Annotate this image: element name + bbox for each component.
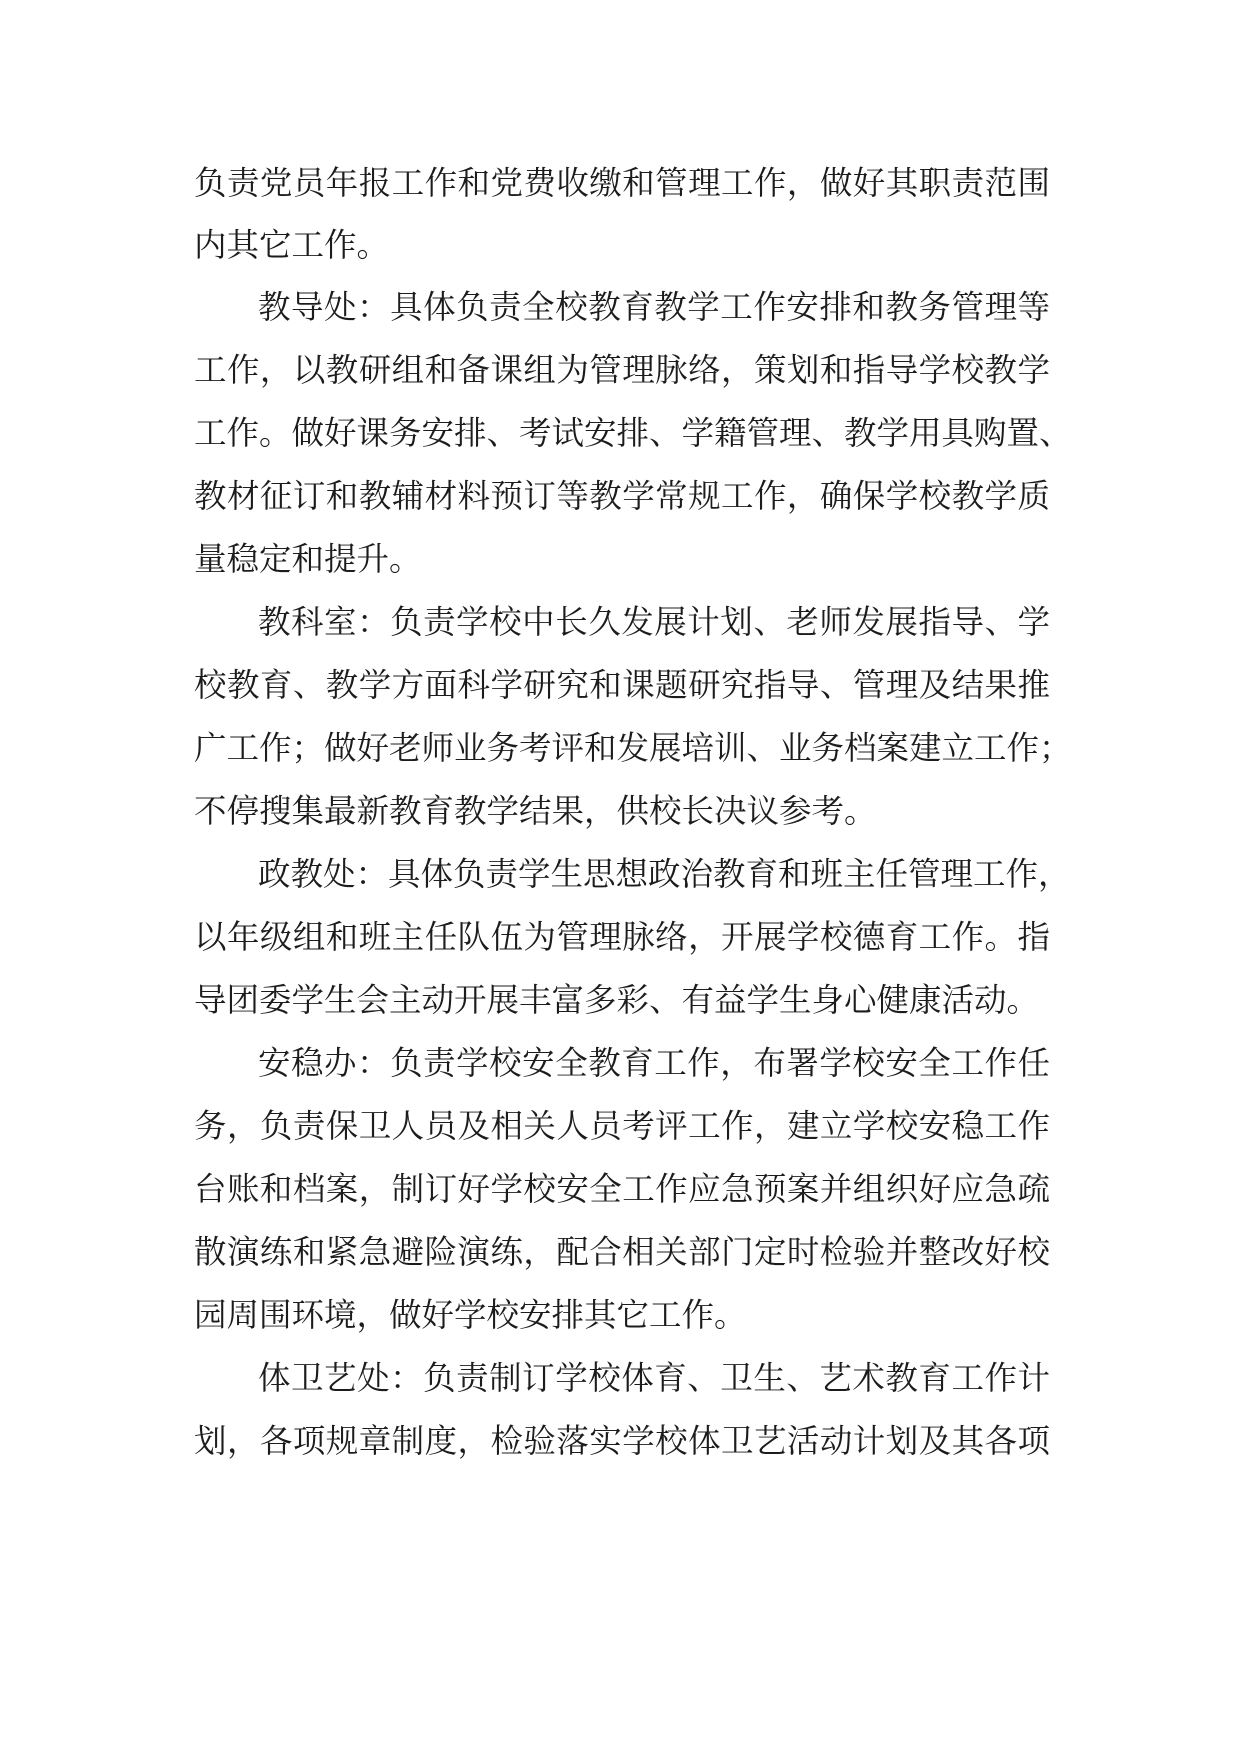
paragraph-start-line: 体卫艺处：负责制订学校体育、卫生、艺术教育工作计 bbox=[258, 1359, 1050, 1397]
paragraph-start-line: 政教处：具体负责学生思想政治教育和班主任管理工作， bbox=[258, 855, 1071, 893]
body-text-line: 散演练和紧急避险演练，配合相关部门定时检验并整改好校 bbox=[194, 1233, 1050, 1271]
paragraph-start-line: 教科室：负责学校中长久发展计划、老师发展指导、学 bbox=[258, 603, 1050, 641]
body-text-line: 划，各项规章制度，检验落实学校体卫艺活动计划及其各项 bbox=[194, 1422, 1050, 1460]
body-text-line: 导团委学生会主动开展丰富多彩、有益学生身心健康活动。 bbox=[194, 981, 1040, 1019]
body-text-line: 校教育、教学方面科学研究和课题研究指导、管理及结果推 bbox=[194, 666, 1050, 704]
body-text-line: 园周围环境，做好学校安排其它工作。 bbox=[194, 1296, 747, 1334]
body-text-line: 务，负责保卫人员及相关人员考评工作，建立学校安稳工作 bbox=[194, 1107, 1050, 1145]
body-text-line: 教材征订和教辅材料预订等教学常规工作，确保学校教学质 bbox=[194, 477, 1050, 515]
body-text-line: 量稳定和提升。 bbox=[194, 540, 422, 578]
body-text-line: 台账和档案，制订好学校安全工作应急预案并组织好应急疏 bbox=[194, 1170, 1050, 1208]
body-text-line: 负责党员年报工作和党费收缴和管理工作，做好其职责范围 bbox=[194, 164, 1050, 202]
paragraph-start-line: 安稳办：负责学校安全教育工作，布署学校安全工作任 bbox=[258, 1044, 1050, 1082]
body-text-line: 工作，以教研组和备课组为管理脉络，策划和指导学校教学 bbox=[194, 351, 1050, 389]
paragraph-start-line: 教导处：具体负责全校教育教学工作安排和教务管理等 bbox=[258, 288, 1050, 326]
body-text-line: 以年级组和班主任队伍为管理脉络，开展学校德育工作。指 bbox=[194, 918, 1050, 956]
body-text-line: 工作。做好课务安排、考试安排、学籍管理、教学用具购置、 bbox=[194, 414, 1072, 452]
body-text-line: 广工作；做好老师业务考评和发展培训、业务档案建立工作； bbox=[194, 729, 1072, 767]
body-text-line: 不停搜集最新教育教学结果，供校长决议参考。 bbox=[194, 792, 877, 830]
body-text-line: 内其它工作。 bbox=[194, 226, 390, 264]
